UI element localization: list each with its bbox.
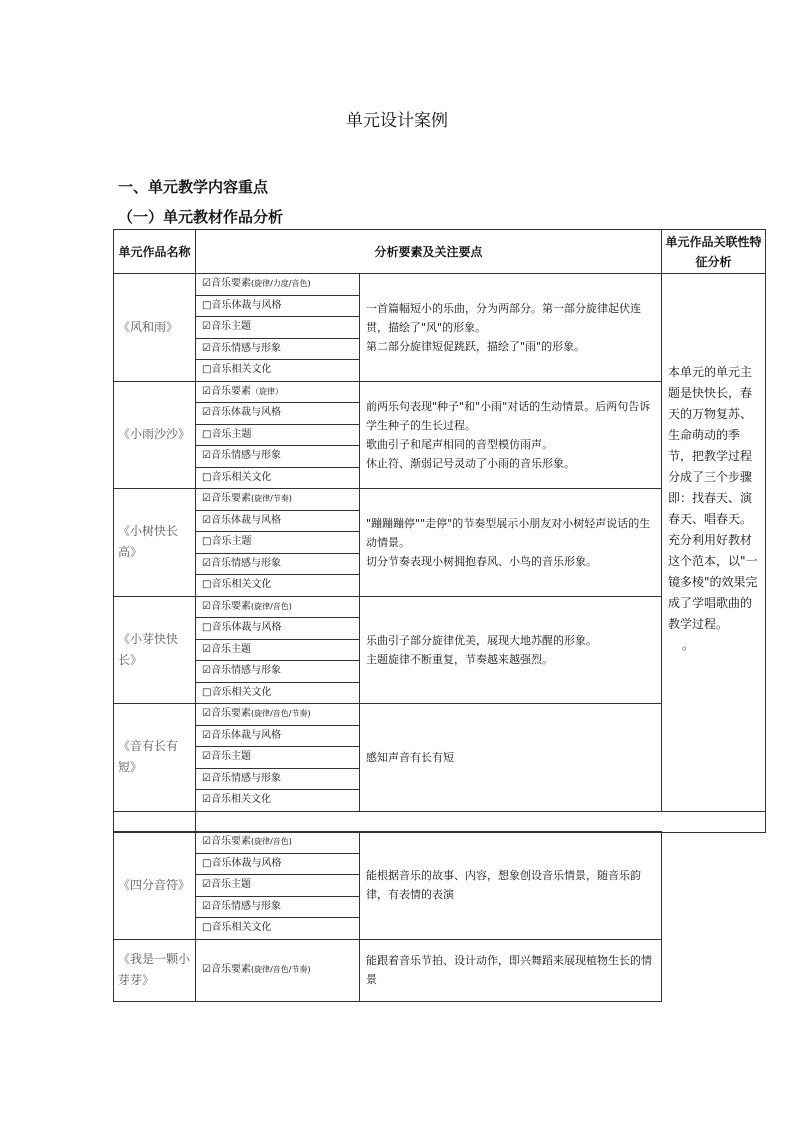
factor-label: 音乐情感与形象 xyxy=(210,900,281,912)
factor-label: 音乐要素 xyxy=(210,385,251,397)
analysis-factor xyxy=(196,317,360,339)
checkbox-icon: ☑ xyxy=(202,879,211,891)
checkbox-icon: ☑ xyxy=(202,407,211,419)
section-heading: 一、单元教学内容重点 xyxy=(118,178,269,196)
analysis-line: 一首篇幅短小的乐曲，分为两部分。第一部分旋律起伏连贯，描绘了"风"的形象。 xyxy=(366,301,641,334)
checkbox-icon: ☑ xyxy=(202,557,211,569)
analysis-factor xyxy=(196,575,360,597)
analysis-factor xyxy=(196,725,360,747)
analysis-table xyxy=(113,229,766,833)
analysis-line: 主题旋律不断重复，节奏越来越强烈。 xyxy=(366,652,553,666)
analysis-factor xyxy=(196,682,360,704)
analysis-line: 能根据音乐的故事、内容，想象创设音乐情景，随音乐韵律，有表情的表演 xyxy=(366,869,641,902)
checkbox-icon: ☑ xyxy=(202,385,211,397)
work-name: 《小芽快快长》 xyxy=(114,596,196,704)
analysis-factor xyxy=(196,403,360,425)
checkbox-icon: □ xyxy=(202,471,212,483)
checkbox-icon: ☑ xyxy=(202,514,211,526)
factor-label: 音乐相关文化 xyxy=(211,686,272,698)
factor-label: 音乐体裁与风格 xyxy=(211,622,282,634)
table-row xyxy=(114,274,766,296)
checkbox-icon: □ xyxy=(202,857,212,869)
factor-label: 音乐要素 xyxy=(210,836,251,848)
factor-label: 音乐相关文化 xyxy=(211,364,272,376)
factor-detail: (旋律/力度/音色) xyxy=(250,279,311,289)
work-name: 《风和雨》 xyxy=(114,274,196,382)
checkbox-icon: ☑ xyxy=(202,450,211,462)
checkbox-icon: ☑ xyxy=(202,493,211,505)
factor-label: 音乐主题 xyxy=(210,321,251,333)
factor-label: 音乐相关文化 xyxy=(211,579,272,591)
checkbox-icon: □ xyxy=(202,579,212,591)
table-header-row xyxy=(114,230,766,274)
factor-detail: （旋律） xyxy=(250,386,283,396)
checkbox-icon: ☑ xyxy=(202,321,211,333)
factor-detail: (旋律/节奏) xyxy=(250,494,292,504)
analysis-text xyxy=(360,489,662,597)
spacer-row xyxy=(114,811,766,832)
feature-text-tail: 。 xyxy=(682,638,695,652)
work-name: 《四分音符》 xyxy=(114,832,196,940)
checkbox-icon: ☑ xyxy=(202,278,211,290)
analysis-factor xyxy=(196,360,360,382)
header-feature: 单元作品关联性特征分析 xyxy=(662,230,766,274)
analysis-factor xyxy=(196,381,360,403)
analysis-factor xyxy=(196,661,360,683)
checkbox-icon: ☑ xyxy=(202,342,211,354)
factor-label: 音乐情感与形象 xyxy=(210,772,281,784)
analysis-factor xyxy=(196,618,360,640)
header-name: 单元作品名称 xyxy=(114,230,196,274)
factor-label: 音乐相关文化 xyxy=(210,794,271,806)
analysis-factor xyxy=(196,532,360,554)
analysis-factor xyxy=(196,832,360,854)
checkbox-icon: ☑ xyxy=(202,772,211,784)
factor-detail: (旋律/音色/节奏) xyxy=(250,965,311,974)
subsection-heading: （一）单元教材作品分析 xyxy=(118,208,284,226)
spacer-cell xyxy=(196,811,766,832)
analysis-line: 休止符、渐弱记号灵动了小雨的音乐形象。 xyxy=(366,456,575,470)
checkbox-icon: □ xyxy=(202,622,212,634)
analysis-factor xyxy=(196,424,360,446)
table-row xyxy=(114,939,662,1001)
factor-label: 音乐相关文化 xyxy=(211,471,272,483)
checkbox-icon: □ xyxy=(202,299,212,311)
factor-label: 音乐体裁与风格 xyxy=(211,857,282,869)
analysis-line: 第二部分旋律短促跳跃，描绘了"雨"的形象。 xyxy=(366,339,586,353)
checkbox-icon: □ xyxy=(202,686,212,698)
header-analysis: 分析要素及关注要点 xyxy=(196,230,662,274)
checkbox-icon: ☑ xyxy=(202,836,211,848)
factor-label: 音乐要素 xyxy=(210,600,251,612)
analysis-factor xyxy=(196,939,360,1001)
factor-label: 音乐体裁与风格 xyxy=(210,514,281,526)
factor-label: 音乐要素 xyxy=(210,278,251,290)
analysis-factor xyxy=(196,467,360,489)
factor-label: 音乐主题 xyxy=(210,643,251,655)
factor-label: 音乐体裁与风格 xyxy=(210,407,281,419)
factor-label: 音乐要素 xyxy=(210,493,251,505)
analysis-factor xyxy=(196,596,360,618)
feature-text: 本单元的单元主题是快快长，春天的万物复苏、生命萌动的季节，把教学过程分成了三个步骤即：找春天、演春天、唱春天。充分利用好教材这个范本，以"一镜多棱"的效果完成了学唱歌曲的教学过程。 xyxy=(668,365,758,631)
work-name: 《音有长有短》 xyxy=(114,704,196,812)
checkbox-icon: ☑ xyxy=(202,600,211,612)
analysis-factor xyxy=(196,274,360,296)
analysis-text xyxy=(360,704,662,812)
analysis-table-body xyxy=(114,230,766,833)
work-name: 《我是一颗小芽芽》 xyxy=(114,939,196,1001)
analysis-factor xyxy=(196,338,360,360)
analysis-text xyxy=(360,274,662,382)
checkbox-icon: ☑ xyxy=(202,964,211,975)
factor-label: 音乐要素 xyxy=(210,964,251,975)
checkbox-icon: ☑ xyxy=(202,729,211,741)
analysis-line: 歌曲引子和尾声相同的音型模仿雨声。 xyxy=(366,437,553,451)
analysis-factor xyxy=(196,704,360,726)
factor-label: 音乐相关文化 xyxy=(211,922,272,934)
checkbox-icon: ☑ xyxy=(202,643,211,655)
factor-detail: (旋律/音色/节奏) xyxy=(250,709,311,719)
analysis-factor xyxy=(196,896,360,918)
analysis-factor xyxy=(196,790,360,812)
analysis-line: 感知声音有长有短 xyxy=(366,750,454,764)
analysis-line: 切分节奏表现小树拥抱春风、小鸟的音乐形象。 xyxy=(366,554,597,568)
factor-label: 音乐主题 xyxy=(210,879,251,891)
factor-label: 音乐情感与形象 xyxy=(210,450,281,462)
analysis-factor xyxy=(196,446,360,468)
analysis-text xyxy=(360,381,662,489)
checkbox-icon: ☑ xyxy=(202,665,211,677)
analysis-factor xyxy=(196,510,360,532)
spacer-cell xyxy=(114,811,196,832)
work-name: 《小树快长高》 xyxy=(114,489,196,597)
analysis-line: 乐曲引子部分旋律优美，展现大地苏醒的形象。 xyxy=(366,633,597,647)
analysis-line: 前两乐句表现"种子"和"小雨"对话的生动情景。后两句告诉学生种子的生长过程。 xyxy=(366,399,651,432)
table-row xyxy=(114,832,662,854)
checkbox-icon: ☑ xyxy=(202,794,211,806)
factor-label: 音乐主题 xyxy=(211,428,252,440)
checkbox-icon: □ xyxy=(202,428,212,440)
analysis-text xyxy=(360,596,662,704)
checkbox-icon: □ xyxy=(202,536,212,548)
factor-detail: (旋律/音色) xyxy=(250,837,292,847)
factor-label: 音乐情感与形象 xyxy=(210,557,281,569)
analysis-factor xyxy=(196,295,360,317)
analysis-table-continued-body xyxy=(114,832,662,1002)
analysis-factor xyxy=(196,489,360,511)
checkbox-icon: ☑ xyxy=(202,900,211,912)
checkbox-icon: ☑ xyxy=(202,751,211,763)
analysis-factor xyxy=(196,875,360,897)
checkbox-icon: □ xyxy=(202,364,212,376)
analysis-factor xyxy=(196,768,360,790)
checkbox-icon: □ xyxy=(202,922,212,934)
analysis-text xyxy=(360,832,662,940)
analysis-factor xyxy=(196,553,360,575)
analysis-factor xyxy=(196,639,360,661)
work-name: 《小雨沙沙》 xyxy=(114,381,196,489)
factor-label: 音乐体裁与风格 xyxy=(211,299,282,311)
factor-label: 音乐情感与形象 xyxy=(210,665,281,677)
factor-label: 音乐主题 xyxy=(211,536,252,548)
analysis-table-continued xyxy=(113,831,662,1002)
analysis-factor xyxy=(196,853,360,875)
factor-label: 音乐体裁与风格 xyxy=(210,729,281,741)
factor-detail: (旋律/音色) xyxy=(250,601,292,611)
document-title: 单元设计案例 xyxy=(346,111,448,131)
checkbox-icon: ☑ xyxy=(202,708,211,720)
analysis-factor xyxy=(196,918,360,940)
analysis-factor xyxy=(196,747,360,769)
factor-label: 音乐主题 xyxy=(210,751,251,763)
feature-analysis xyxy=(662,274,766,812)
analysis-text xyxy=(360,939,662,1001)
factor-label: 音乐情感与形象 xyxy=(210,342,281,354)
analysis-line: "蹦蹦蹦停""走停"的节奏型展示小朋友对小树轻声说话的生动情景。 xyxy=(366,516,651,549)
factor-label: 音乐要素 xyxy=(210,708,251,720)
analysis-line: 能跟着音乐节拍、设计动作，即兴舞蹈来展现植物生长的情景 xyxy=(366,954,652,986)
